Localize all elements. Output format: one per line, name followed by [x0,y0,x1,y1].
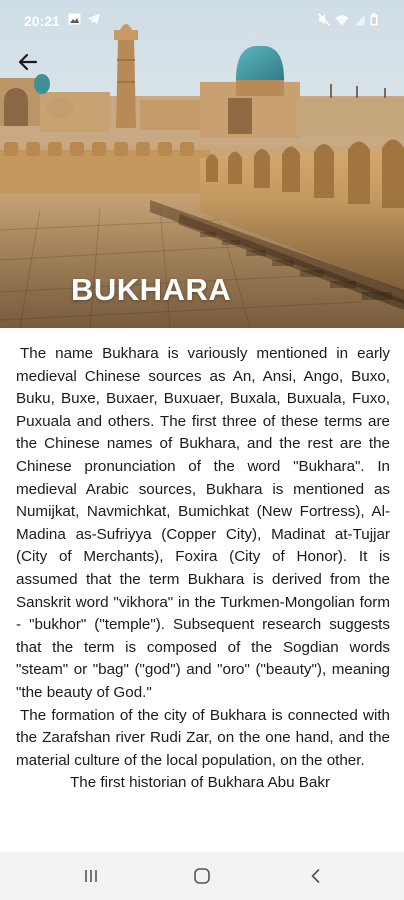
page-title: BUKHARA [71,272,232,307]
recent-apps-button[interactable] [79,864,103,888]
image-icon [68,13,81,25]
home-button[interactable] [190,864,214,888]
battery-icon [370,13,378,26]
signal-icon [354,14,365,26]
article-body [16,343,390,853]
article-paragraph: The first historian of Bukhara Abu Bakr [70,774,331,792]
recent-apps-icon [83,868,99,884]
status-bar [0,0,404,44]
system-nav-bar [0,852,404,900]
home-icon [193,867,211,885]
wifi-icon [335,14,349,26]
article-paragraph: The formation of the city of Bukhara is connected with the Zarafshan river Rudi Zar, on the one hand, and the material culture of the local population, on the other. [16,706,390,769]
back-arrow-icon [18,52,38,72]
hero-image [0,0,404,328]
status-time: 20:21 [24,13,60,29]
mute-icon [318,13,330,26]
article-paragraph: The name Bukhara is variously mentioned in early medieval Chinese sources as An, Ansi, Ango, Buxo, Buku, Buxe, Buxaer, Buxuaer, Buxala, Buxuala, Fuxo, Puxuala and others. The first three of these terms are the Chinese names of Bukhara, and the rest are the Chinese pronunciation of the word "Bukhara". In medieval Arabic sources, Bukhara is mentioned as Numijkat, Navmichkat, Bumichkat (New Fortress), Al-Madina as-Sufriyya (Copper City), Madinat at-Tujjar (City of Merchants), Foxira (City of Honor). It is assumed that the term Bukhara is derived from the Sanskrit word "vikhora" in the Turkmen-Mongolian form - "bukhor" ("temple"). Subsequent research suggests that the term is composed of the Sogdian words "steam" or "bag" ("god") and "oro" ("beauty"), meaning "the beauty of God." [16,345,390,701]
telegram-icon [87,13,100,25]
nav-back-icon [308,868,324,884]
nav-back-button[interactable] [304,864,328,888]
back-button[interactable] [12,46,44,78]
